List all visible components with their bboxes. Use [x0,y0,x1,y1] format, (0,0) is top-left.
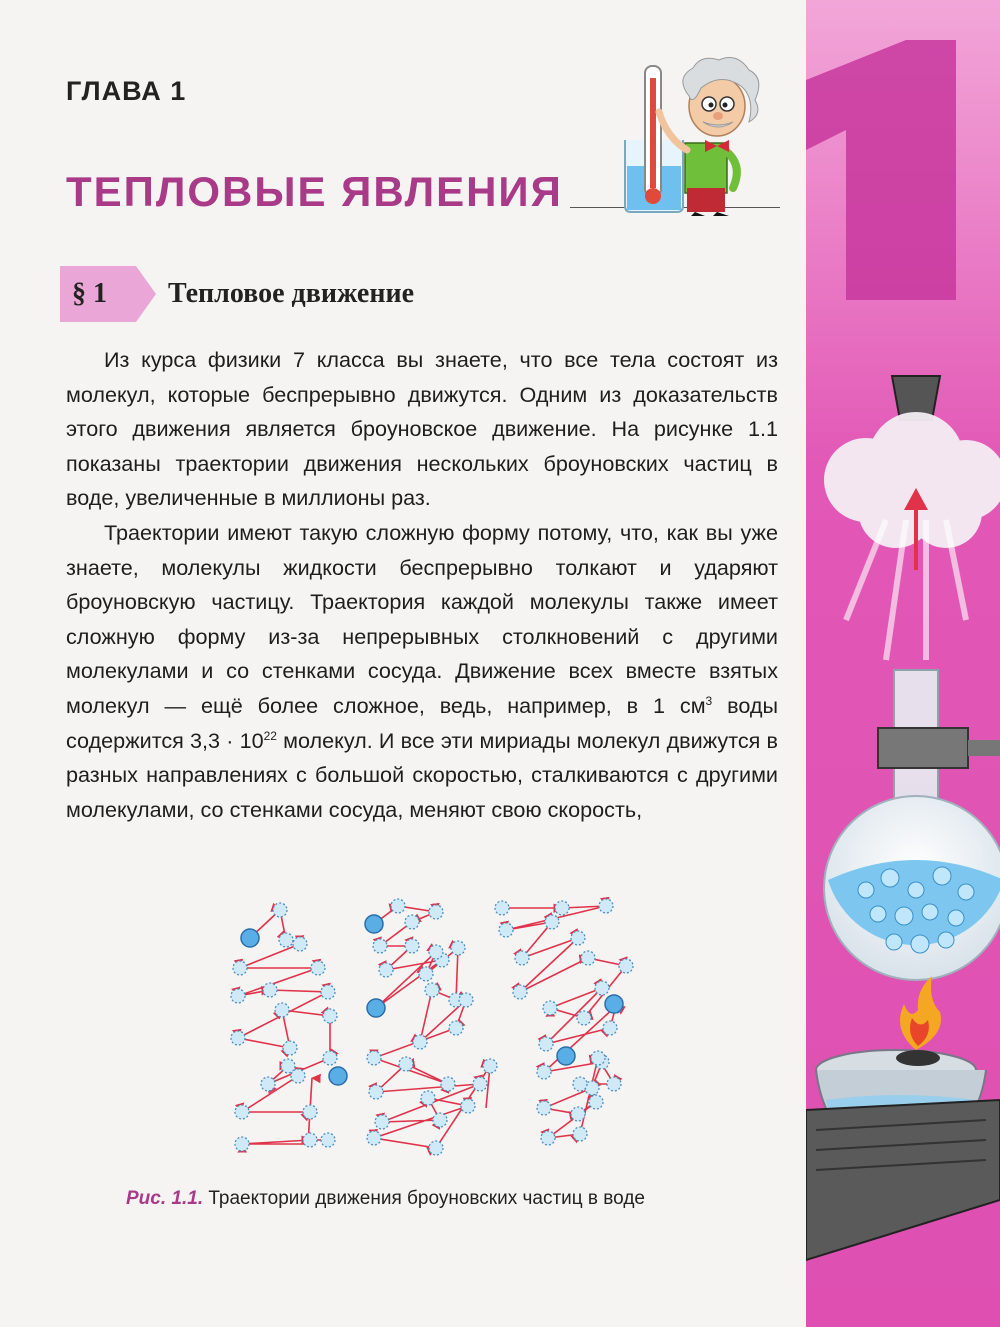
paragraph-1: Из курса физики 7 класса вы знаете, что все тела состоят из молекул, которые беспрерывно движутся. Одним из доказательств этого движения является броуновское движение. На рисунке 1.1 показаны траектории движения нескольких броуновских частиц в воде, увеличенные в миллионы раз. [66,347,778,511]
figure-caption [126,1188,645,1210]
chapter-title: ТЕПЛОВЫЕ ЯВЛЕНИЯ [66,168,563,215]
figure-caption-label: Рис. 1.1. [126,1188,204,1209]
trajectory-path-2 [374,906,490,1148]
paragraph-2-part-c: молекул. И все эти мириады молекул движутся в разных направлениях с большой скоростью, сталкиваются с другими молекулами, со стенками сосуда, меняют свою скорость, [66,727,778,822]
figure-caption-text: Траектории движения броуновских частиц в воде [203,1188,645,1209]
paragraph-2 [66,516,778,827]
section-title: Тепловое движение [168,278,415,309]
paragraph-2-part-b: воды содержится 3,3 · 10 [66,692,779,753]
chapter-label: ГЛАВА 1 [66,76,187,106]
scientist-mascot-illustration [605,48,785,218]
paragraph-2-part-a: Траектории имеют такую сложную форму потому, что, как вы уже знаете, молекулы жидкости беспрерывно толкают и ударяют броуновскую частицу. Траектория каждой молекулы также имеет сложную форму из-за непрерывных столкновений с другими молекулами и со стенками сосуда. Движение всех вместе взятых молекул — ещё более сложное, ведь, например, в 1 см [66,519,778,718]
body-text [66,343,778,827]
chapter-sidebar-illustration [806,0,1000,1327]
brownian-trajectories-figure [200,888,640,1170]
section-number: § 1 [72,278,107,309]
superscript-cube: 3 [705,693,713,708]
superscript-exponent: 22 [263,728,277,743]
